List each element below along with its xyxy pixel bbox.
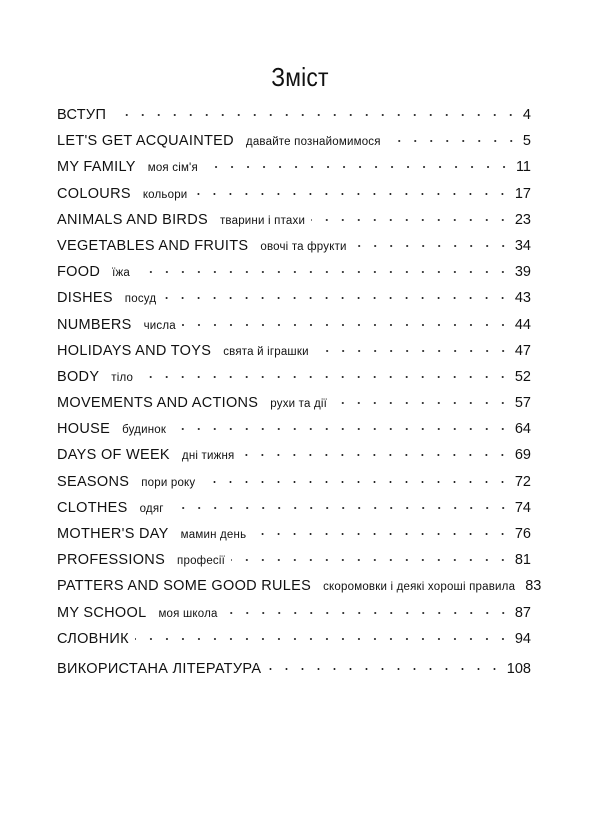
toc-entry-page-number: 44: [514, 316, 531, 333]
dot-leader: [170, 497, 511, 509]
toc-entry: [57, 283, 531, 309]
toc-entry-title: HOLIDAYS AND TOYS: [57, 342, 212, 359]
toc-entry-page-number: 81: [514, 552, 531, 569]
dot-leader: [135, 628, 511, 640]
dot-leader: [231, 549, 511, 561]
toc-entry: [57, 310, 531, 336]
toc-entry: [57, 598, 531, 624]
toc-entry-title: LET'S GET ACQUAINTED: [57, 133, 234, 150]
toc-entry-title: MY SCHOOL: [57, 604, 147, 621]
toc-entry: [57, 126, 531, 152]
toc-entry-title: FOOD: [57, 264, 101, 281]
toc-entry: [57, 519, 531, 545]
toc-entry-subtitle: тварини і птахи: [219, 214, 306, 227]
dot-leader: [136, 261, 511, 273]
toc-entry-page-number: 64: [514, 421, 531, 438]
toc-entry-title: ANIMALS AND BIRDS: [57, 211, 208, 228]
table-of-contents: [57, 100, 542, 680]
toc-entry-subtitle: їжа: [112, 267, 130, 280]
toc-entry-subtitle: тіло: [111, 371, 134, 384]
toc-entry: [57, 414, 531, 440]
toc-entry-page-number: 52: [514, 368, 531, 385]
toc-entry-title: ВИКОРИСТАНА ЛІТЕРАТУРА: [57, 660, 262, 677]
toc-entry-subtitle: професії: [177, 555, 226, 568]
toc-entry-subtitle: рухи та дії: [270, 398, 328, 411]
toc-entry: [57, 545, 531, 571]
toc-entry: [57, 179, 531, 205]
toc-entry-page-number: 47: [514, 342, 531, 359]
toc-entry: [57, 362, 531, 388]
toc-entry-subtitle: давайте познайомимося: [245, 136, 381, 149]
toc-entry-title: MY FAMILY: [57, 159, 136, 176]
toc-entry-title: MOTHER'S DAY: [57, 526, 169, 542]
toc-entry-title: VEGETABLES AND FRUITS: [57, 237, 249, 254]
toc-entry-title: MOVEMENTS AND ACTIONS: [57, 395, 259, 412]
dot-leader: [311, 209, 511, 221]
toc-entry-page-number: 57: [514, 395, 531, 412]
toc-entry-page-number: 83: [525, 578, 542, 595]
toc-entry-title: DAYS OF WEEK: [57, 447, 170, 464]
toc-entry: [57, 388, 531, 414]
dot-leader: [112, 104, 519, 116]
dot-leader: [193, 183, 510, 195]
toc-entry-page-number: 72: [514, 473, 531, 490]
toc-entry-title: PROFESSIONS: [57, 552, 166, 569]
toc-entry-title: ВСТУП: [57, 107, 107, 123]
toc-entry-page-number: 17: [514, 185, 531, 202]
dot-leader: [240, 444, 510, 456]
dot-leader: [267, 658, 502, 670]
toc-entry-subtitle: посуд: [124, 293, 157, 306]
toc-entry-page-number: 23: [514, 211, 531, 228]
toc-entry-page-number: 74: [514, 499, 531, 516]
toc-entry: [57, 571, 542, 597]
dot-leader: [315, 340, 511, 352]
dot-leader: [387, 130, 519, 142]
toc-entry-page-number: 43: [514, 290, 531, 307]
toc-entry-title: CLOTHES: [57, 499, 128, 516]
toc-entry-page-number: 76: [514, 526, 531, 542]
toc-entry: [57, 152, 531, 178]
toc-entry-subtitle: пори року: [141, 476, 196, 489]
toc-entry-subtitle: моя сім'я: [147, 162, 198, 175]
toc-entry: [57, 624, 531, 650]
toc-entry-title: BODY: [57, 368, 100, 385]
dot-leader: [204, 156, 512, 168]
dot-leader: [224, 602, 511, 614]
toc-entry-subtitle: кольори: [142, 188, 188, 201]
toc-entry-title: NUMBERS: [57, 316, 132, 333]
toc-entry: [57, 440, 531, 466]
toc-entry: [57, 493, 531, 519]
dot-leader: [333, 392, 511, 404]
toc-entry: [57, 257, 531, 283]
toc-entry-subtitle: мамин день: [180, 529, 247, 541]
toc-entry-subtitle: свята й іграшки: [223, 345, 309, 358]
toc-entry-title: COLOURS: [57, 185, 131, 202]
toc-entry-page-number: 4: [522, 107, 531, 123]
toc-entry-title: SEASONS: [57, 473, 130, 490]
toc-entry-page-number: 87: [514, 604, 531, 621]
dot-leader: [172, 418, 511, 430]
dot-leader: [252, 523, 511, 535]
toc-entry: [57, 336, 531, 362]
toc-entry-subtitle: овочі та фрукти: [260, 240, 347, 253]
toc-entry-subtitle: скоромовки і деякі хороші правила: [323, 581, 516, 594]
toc-entry-page-number: 34: [514, 237, 531, 254]
dot-leader: [182, 314, 511, 326]
toc-entry-subtitle: одяг: [139, 502, 164, 515]
dot-leader: [162, 287, 511, 299]
toc-entry-page-number: 5: [522, 133, 531, 150]
toc-entry-page-number: 94: [514, 630, 531, 647]
toc-entry-title: СЛОВНИК: [57, 630, 129, 647]
toc-entry: [57, 654, 531, 680]
toc-entry-title: PATTERS AND SOME GOOD RULES: [57, 578, 312, 595]
toc-entry-page-number: 11: [515, 159, 531, 176]
toc-entry-subtitle: числа: [143, 319, 176, 332]
dot-leader: [139, 366, 511, 378]
toc-entry-subtitle: будинок: [122, 424, 167, 437]
toc-entry: [57, 100, 531, 126]
toc-entry-title: HOUSE: [57, 421, 111, 438]
toc-entry-subtitle: моя школа: [158, 607, 218, 620]
toc-entry: [57, 205, 531, 231]
toc-entry: [57, 231, 531, 257]
dot-leader: [201, 471, 511, 483]
toc-entry-page-number: 108: [506, 660, 531, 677]
dot-leader: [353, 235, 511, 247]
toc-entry-subtitle: дні тижня: [181, 450, 235, 463]
page-title: Зміст: [271, 62, 329, 92]
toc-entry: [57, 467, 531, 493]
toc-entry-page-number: 39: [514, 264, 531, 281]
toc-entry-page-number: 69: [514, 447, 531, 464]
toc-entry-title: DISHES: [57, 290, 113, 307]
